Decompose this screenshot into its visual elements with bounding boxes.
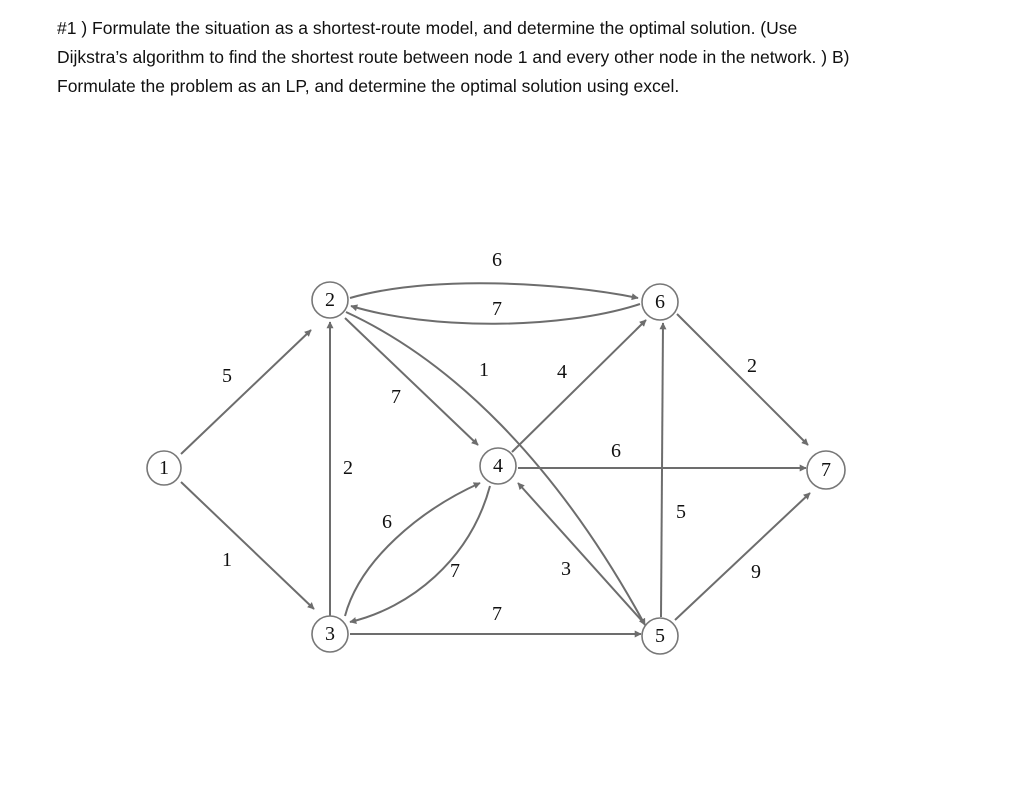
node-3-label: 3 <box>325 623 335 645</box>
weight-3-4: 6 <box>382 511 392 533</box>
node-2-label: 2 <box>325 289 335 311</box>
weight-4-3: 7 <box>450 560 460 582</box>
node-5 <box>642 618 678 654</box>
problem-line-1: #1 ) Formulate the situation as a shortest-route model, and determine the optimal solution. (Use <box>57 18 798 38</box>
weight-1-2: 5 <box>222 365 232 387</box>
weight-5-4: 3 <box>561 558 571 580</box>
node-3 <box>312 616 348 652</box>
weight-4-6: 4 <box>557 361 567 383</box>
edge-4-3 <box>350 486 490 622</box>
weight-3-2: 2 <box>343 457 353 479</box>
node-4 <box>480 448 516 484</box>
weight-5-7: 9 <box>751 561 761 583</box>
edge-6-7 <box>677 314 808 445</box>
node-7 <box>807 451 845 489</box>
weight-1-3: 1 <box>222 549 232 571</box>
node-2 <box>312 282 348 318</box>
weight-2-4: 7 <box>391 386 401 408</box>
weight-2-6: 6 <box>492 249 502 271</box>
weight-4-7: 6 <box>611 440 621 462</box>
node-4-label: 4 <box>493 455 503 477</box>
edge-5-6 <box>661 323 663 617</box>
weight-2-5: 1 <box>479 359 489 381</box>
node-6 <box>642 284 678 320</box>
node-7-label: 7 <box>821 459 831 481</box>
weight-6-7: 2 <box>747 355 757 377</box>
weight-3-5: 7 <box>492 603 502 625</box>
node-1-label: 1 <box>159 457 169 479</box>
edge-4-6 <box>512 320 646 452</box>
node-5-label: 5 <box>655 625 665 647</box>
edge-1-3 <box>181 482 314 609</box>
edge-1-2 <box>181 330 311 454</box>
node-1 <box>147 451 181 485</box>
problem-line-3: Formulate the problem as an LP, and determine the optimal solution using excel. <box>57 76 680 96</box>
edge-2-6 <box>350 283 638 298</box>
edge-5-7 <box>675 493 810 620</box>
weight-6-2: 7 <box>492 298 502 320</box>
edge-5-4 <box>518 483 643 622</box>
node-6-label: 6 <box>655 291 665 313</box>
weight-5-6: 5 <box>676 501 686 523</box>
edge-2-4 <box>345 318 478 445</box>
problem-line-2: Dijkstra’s algorithm to find the shortest route between node 1 and every other node in the network. ) B) <box>57 47 850 67</box>
